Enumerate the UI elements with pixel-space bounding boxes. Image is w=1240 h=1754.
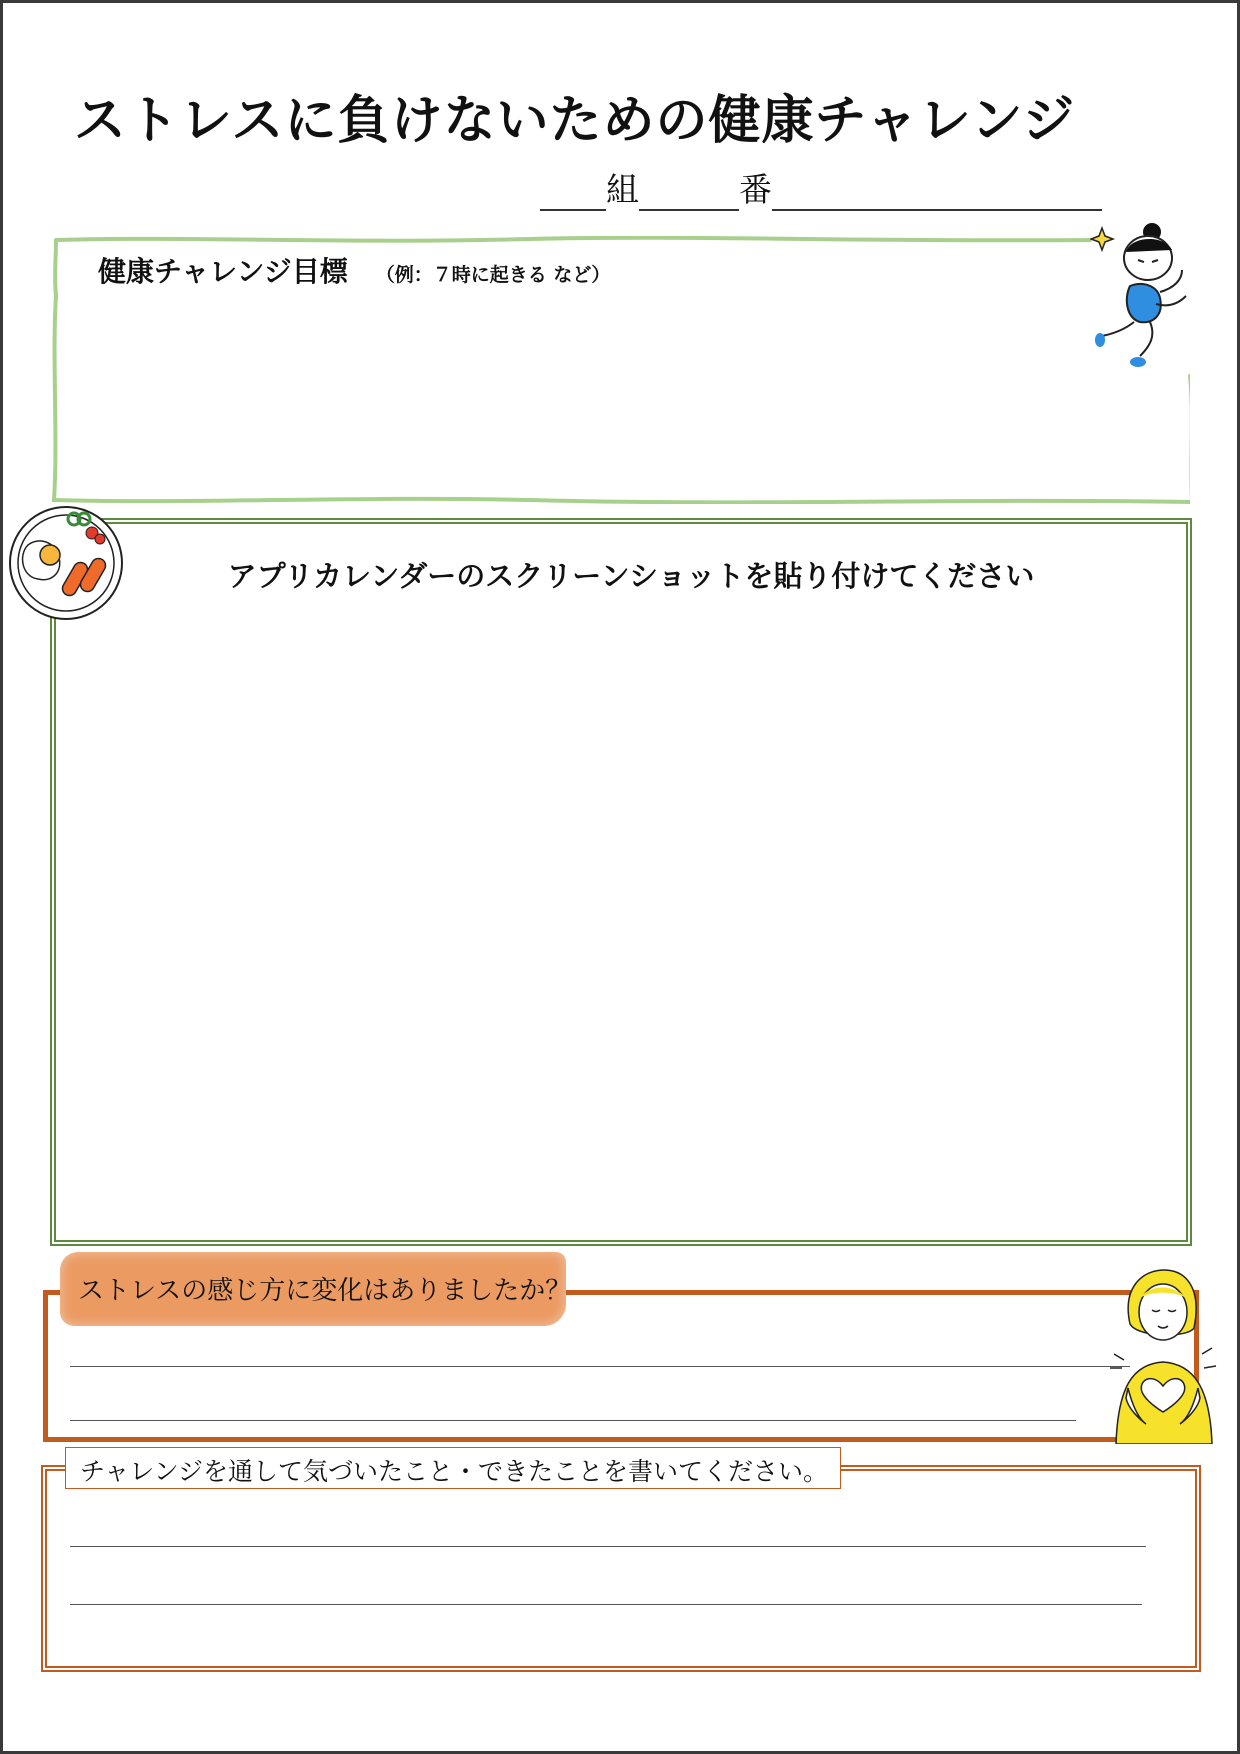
number-blank[interactable] <box>639 171 739 211</box>
reflection-box[interactable] <box>41 1465 1201 1672</box>
reflection-label: チャレンジを通して気づいたこと・できたことを書いてください。 <box>80 1457 829 1486</box>
heart-hands-woman-icon <box>1108 1268 1218 1444</box>
goal-example: （例：７時に起きる など） <box>375 264 611 286</box>
stress-answer-line-1[interactable] <box>70 1366 1130 1367</box>
calendar-label: アプリカレンダーのスクリーンショットを貼り付けてください <box>227 559 1035 593</box>
exercising-person-icon <box>1090 218 1202 374</box>
goal-label <box>98 250 610 290</box>
calendar-screenshot-area[interactable] <box>50 518 1192 1246</box>
class-blank[interactable] <box>540 171 606 211</box>
goal-label-text: 健康チャレンジ目標 <box>98 255 348 288</box>
stress-question-label: ストレスの感じ方に変化はありましたか？ <box>78 1276 572 1306</box>
worksheet-title: ストレスに負けないための健康チャレンジ <box>74 91 1076 151</box>
class-number-line <box>540 164 1102 211</box>
number-label: 番 <box>739 170 772 209</box>
class-label: 組 <box>606 170 639 209</box>
stress-answer-line-2[interactable] <box>70 1420 1076 1421</box>
breakfast-plate-icon <box>8 505 124 621</box>
reflection-answer-line-2[interactable] <box>70 1604 1142 1605</box>
name-blank[interactable] <box>772 171 1102 211</box>
reflection-answer-line-1[interactable] <box>70 1546 1146 1547</box>
